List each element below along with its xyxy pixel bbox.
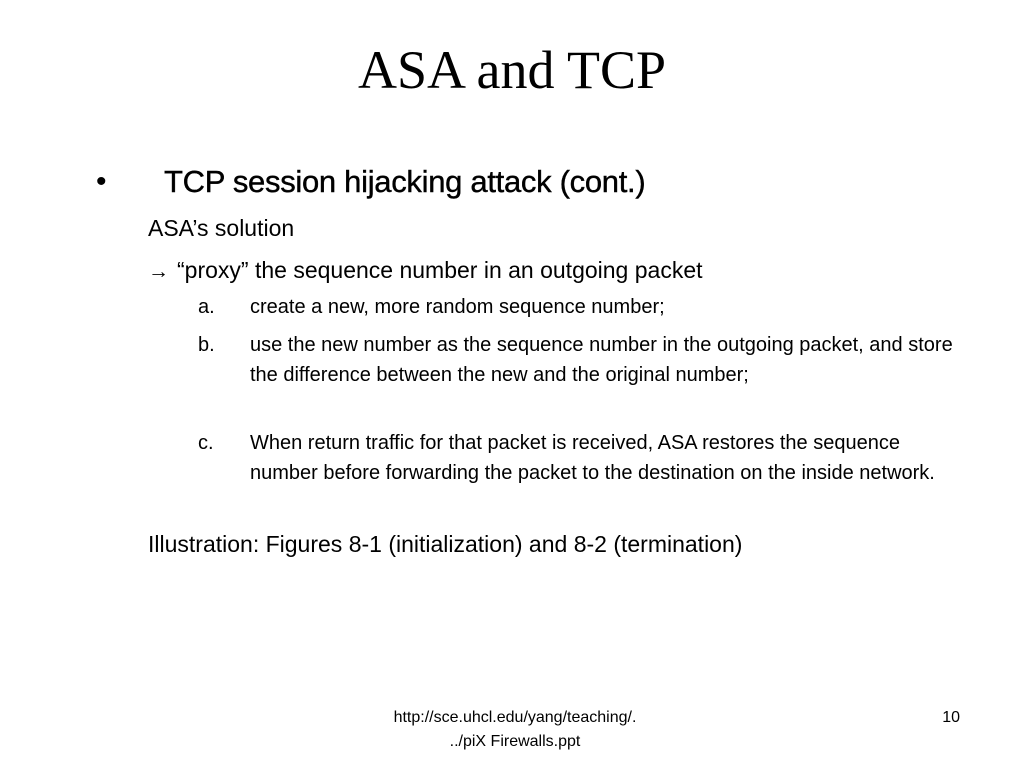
solution-label: ASA’s solution — [148, 215, 295, 241]
right-arrow-icon: → — [148, 260, 169, 283]
proxy-text: “proxy” the sequence number in an outgoing packet — [177, 257, 703, 283]
bullet-heading: TCP session hijacking attack (cont.) — [164, 164, 646, 199]
slide-title: ASA and TCP — [357, 40, 667, 100]
page-number: 10 — [942, 709, 960, 726]
step-a-text: create a new, more random sequence number; — [250, 296, 665, 318]
footer-source-line2: ../piX Firewalls.ppt — [449, 733, 581, 750]
bullet-dot-icon: • — [96, 165, 107, 198]
step-c-marker: c. — [198, 432, 214, 454]
illustration-line: Illustration: Figures 8-1 (initialization) and 8-2 (termination) — [148, 531, 743, 557]
proxy-line — [148, 256, 703, 286]
step-a-marker: a. — [198, 296, 215, 318]
step-b-marker: b. — [198, 334, 215, 356]
footer-source-line1: http://sce.uhcl.edu/yang/teaching/. — [393, 709, 637, 726]
step-b-text: use the new number as the sequence number in the outgoing packet, and store the difference between the new and the original number; — [250, 334, 953, 386]
step-c-text: When return traffic for that packet is received, ASA restores the sequence number before forwarding the packet to the destination on the inside network. — [250, 432, 935, 484]
footer-source — [330, 706, 700, 754]
